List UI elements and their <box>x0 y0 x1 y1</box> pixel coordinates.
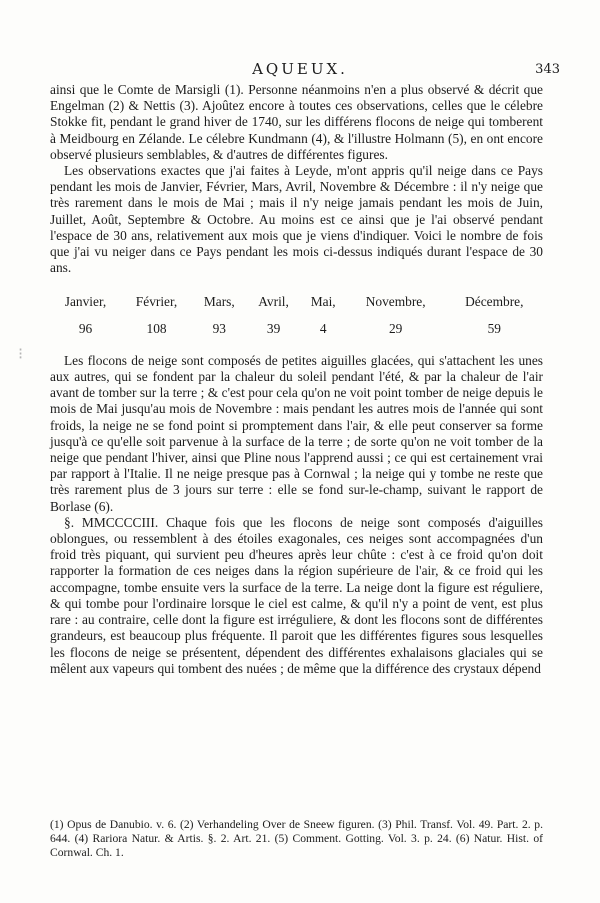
paragraph: Les flocons de neige sont composés de petites aiguilles glacées, qui s'attachent les unes aux autres, qui se fondent par la chaleur du soleil pendant l'été, & par la chaleur de l'air avant de tomber sur la terre ; & c'est pour cela qu'on ne voit point tomber de neige depuis le mois de Mai jusqu'au mois de Novembre : mais pendant les autres mois de l'année qui sont froids, la neige ne se fond point si promptement dans l'air, & elle peut conserver sa forme jusqu'à ce qu'elle soit parvenue à la surface de la terre ; de sorte qu'on ne voit tomber de la neige que pendant l'hiver, ainsi que Pline nous l'apprend aussi ; ce qui est certainement vrai par rapport à l'Italie. Il ne neige presque pas à Cornwal ; la neige qui y tombe ne reste que très rarement plus de 3 jours sur terre : elle se fond sur-le-champ, suivant le rapport de Borlase (6). <box>50 352 543 514</box>
margin-blemish-icon: ⁝ <box>18 344 24 363</box>
paragraph: Les observations exactes que j'ai faites à Leyde, m'ont appris qu'il neige dans ce Pays pendant les mois de Janvier, Février, Mars, Avril, Novembre & Décembre : il n'y neige que très rarement dans le mois de Mai ; mais il n'y neige jamais pendant les mois de Juin, Juillet, Août, Septembre & Octobre. Au moins est ce ainsi que je l'ai observé pendant l'espace de 30 ans, relativement aux mois que je viens d'indiquer. Voici le nombre de fois que j'ai vu neiger dans ce Pays pendant les mois ci-dessus indiqués durant l'espace de 30 ans. <box>50 163 543 276</box>
months-row <box>50 294 543 310</box>
month-cell: Décembre, <box>465 294 524 310</box>
count-cell: 59 <box>487 320 501 336</box>
month-cell: Mai, <box>310 294 336 310</box>
paragraph: ainsi que le Comte de Marsigli (1). Personne néanmoins n'en a plus observé & décrit que Engelman (2) & Nettis (3). Ajoûtez encore à toutes ces observations, celles que le célebre Stokke fit, pendant le grand hiver de 1740, sur les différens flocons de neige qui tomberent à Meidbourg en Zélande. Le célebre Kundmann (4), & l'illustre Holmann (5), en ont encore observé plusieurs semblables, & d'autres de différentes figures. <box>50 82 543 162</box>
snow-days-table <box>50 294 543 352</box>
section-paragraph: §. MMCCCCIII. Chaque fois que les flocons de neige sont composés d'aiguilles oblongues, ou ressemblent à des étoiles exagonales, ces neiges sont accompagnées d'un froid très piquant, qui survient peu d'heures après leur chûte : c'est à ce froid qu'on doit rapporter la formation de ces neiges dans la région supérieure de l'air, & ce froid qui les accompagne, tombe ensuite vers la surface de la terre. La neige dont la figure est réguliere, & qui tombe pour l'ordinaire lorsque le ciel est calme, & qu'il n'y a point de vent, est plus rare : au contraire, celle dont la figure est irréguliere, & dont les flocons sont de différentes grandeurs, est beaucoup plus fréquente. Il paroit que les différentes figures sous lesquelles les flocons de neige se présentent, dépendent des différentes exhalaisons glaciales qui se mêlent aux vapeurs qui tombent des nuées ; de même que la différence des crystaux dépend <box>50 514 543 676</box>
count-cell: 29 <box>388 320 403 336</box>
count-cell: 4 <box>319 320 327 336</box>
body-text <box>50 82 543 677</box>
month-cell: Janvier, <box>64 294 107 310</box>
count-cell: 93 <box>212 320 226 336</box>
month-cell: Mars, <box>203 294 235 310</box>
month-cell: Novembre, <box>365 294 426 310</box>
month-cell: Avril, <box>258 294 289 310</box>
count-cell: 108 <box>146 320 167 336</box>
page-number: 343 <box>535 62 560 77</box>
count-cell: 96 <box>78 320 93 336</box>
page-header <box>40 60 560 82</box>
running-head: AQUEUX. <box>252 60 348 78</box>
footnotes: (1) Opus de Danubio. v. 6. (2) Verhandeling Over de Sneew figuren. (3) Phil. Transf. Vol. 49. Part. 2. p. 644. (4) Rariora Natur. & Artis. §. 2. Art. 21. (5) Comment. Gotting. Vol. 3. p. 24. (6) Natur. Hist. of Cornwal. Ch. 1. <box>50 818 543 859</box>
count-cell: 39 <box>266 320 281 336</box>
month-cell: Février, <box>135 294 178 310</box>
counts-row <box>50 311 543 353</box>
